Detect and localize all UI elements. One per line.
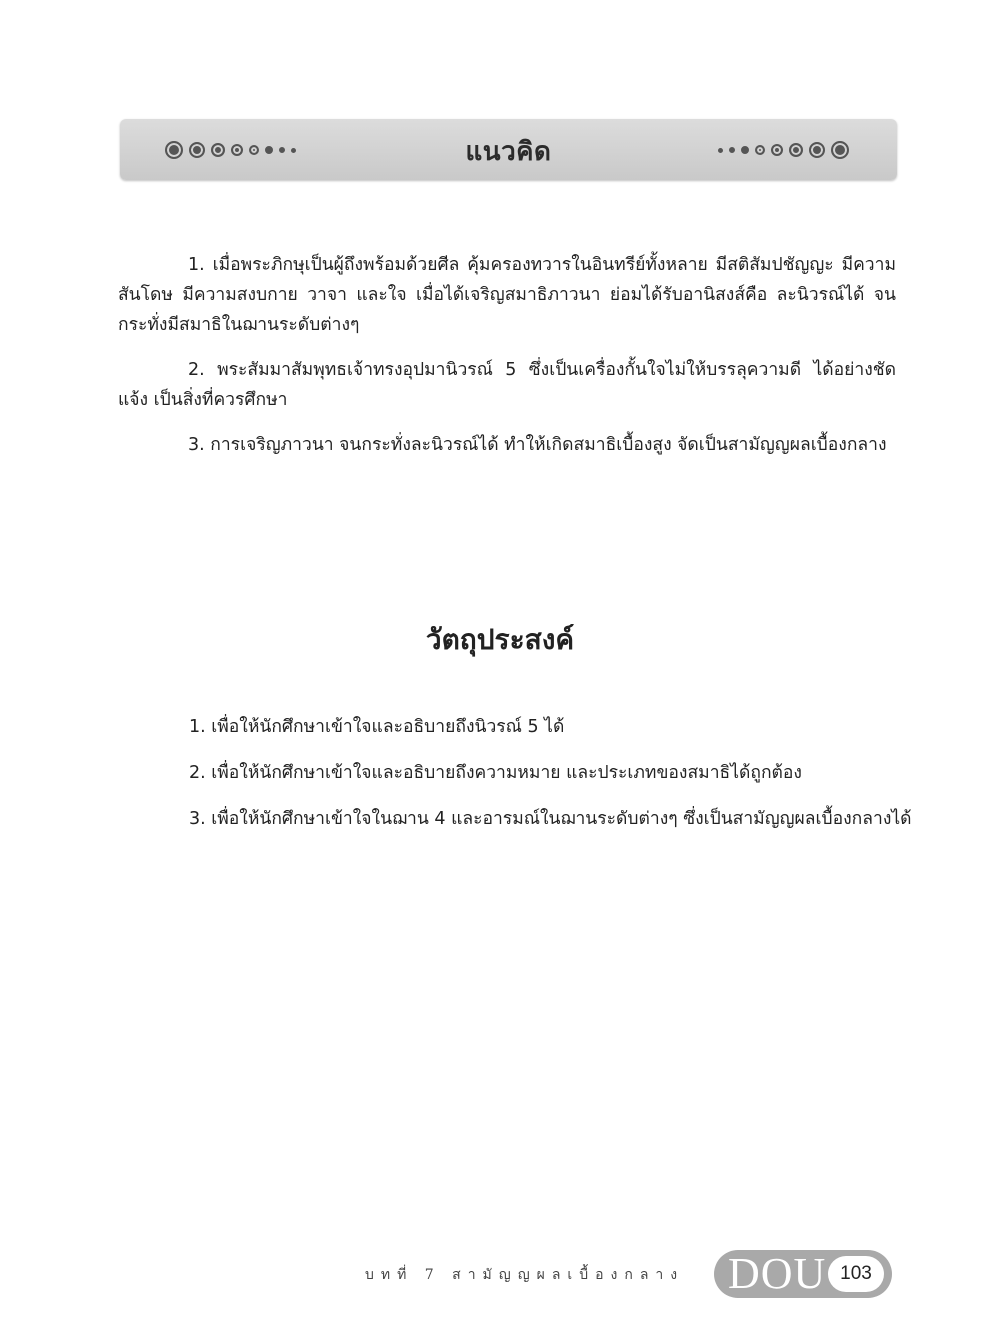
objective-item: 2. เพื่อให้นักศึกษาเข้าใจและอธิบายถึงความหมาย และประเภทของสมาธิได้ถูกต้อง <box>189 763 802 783</box>
concept-paragraph: 1. เมื่อพระภิกษุเป็นผู้ถึงพร้อมด้วยศีล คุ้มครองทวารในอินทรีย์ทั้งหลาย มีสติสัมปชัญญะ มีความสันโดษ มีความสงบกาย วาจา และใจ เมื่อได้เจริญสมาธิภาวนา ย่อมได้รับอานิสงส์คือ ละนิวรณ์ได้ จนกระทั่งมีสมาธิในฌานระดับต่างๆ <box>118 255 896 335</box>
objectives-list <box>189 712 912 850</box>
concept-section <box>118 250 896 475</box>
page-number: 103 <box>828 1256 884 1292</box>
concept-paragraph: 2. พระสัมมาสัมพุทธเจ้าทรงอุปมานิวรณ์ 5 ซึ่งเป็นเครื่องกั้นใจไม่ให้บรรลุความดี ได้อย่างชัดแจ้ง เป็นสิ่งที่ควรศึกษา <box>118 360 896 410</box>
circle-dot-icon <box>809 142 825 158</box>
decorative-dots-right <box>712 137 849 163</box>
section-header-banner <box>120 119 897 180</box>
circle-dot-icon <box>718 148 723 153</box>
objective-item: 3. เพื่อให้นักศึกษาเข้าใจในฌาน 4 และอารมณ์ในฌานระดับต่างๆ ซึ่งเป็นสามัญญผลเบื้องกลางได้ <box>189 809 912 829</box>
circle-dot-icon <box>771 144 783 156</box>
circle-dot-icon <box>729 147 735 153</box>
section-title: แนวคิด <box>465 137 552 167</box>
circle-dot-icon <box>741 146 749 154</box>
circle-dot-icon <box>831 141 849 159</box>
dou-logo-badge <box>714 1250 892 1298</box>
concept-paragraph: 3. การเจริญภาวนา จนกระทั่งละนิวรณ์ได้ ทำให้เกิดสมาธิเบื้องสูง จัดเป็นสามัญญผลเบื้องกลาง <box>188 435 887 455</box>
objectives-heading: วัตถุประสงค์ <box>425 623 575 656</box>
dou-logo-text: DOU <box>728 1249 827 1298</box>
chapter-running-footer: บทที่ 7 สามัญญผลเบื้องกลาง <box>365 1267 685 1283</box>
circle-dot-icon <box>755 145 765 155</box>
objective-item: 1. เพื่อให้นักศึกษาเข้าใจและอธิบายถึงนิวรณ์ 5 ได้ <box>189 717 565 737</box>
circle-dot-icon <box>789 143 803 157</box>
